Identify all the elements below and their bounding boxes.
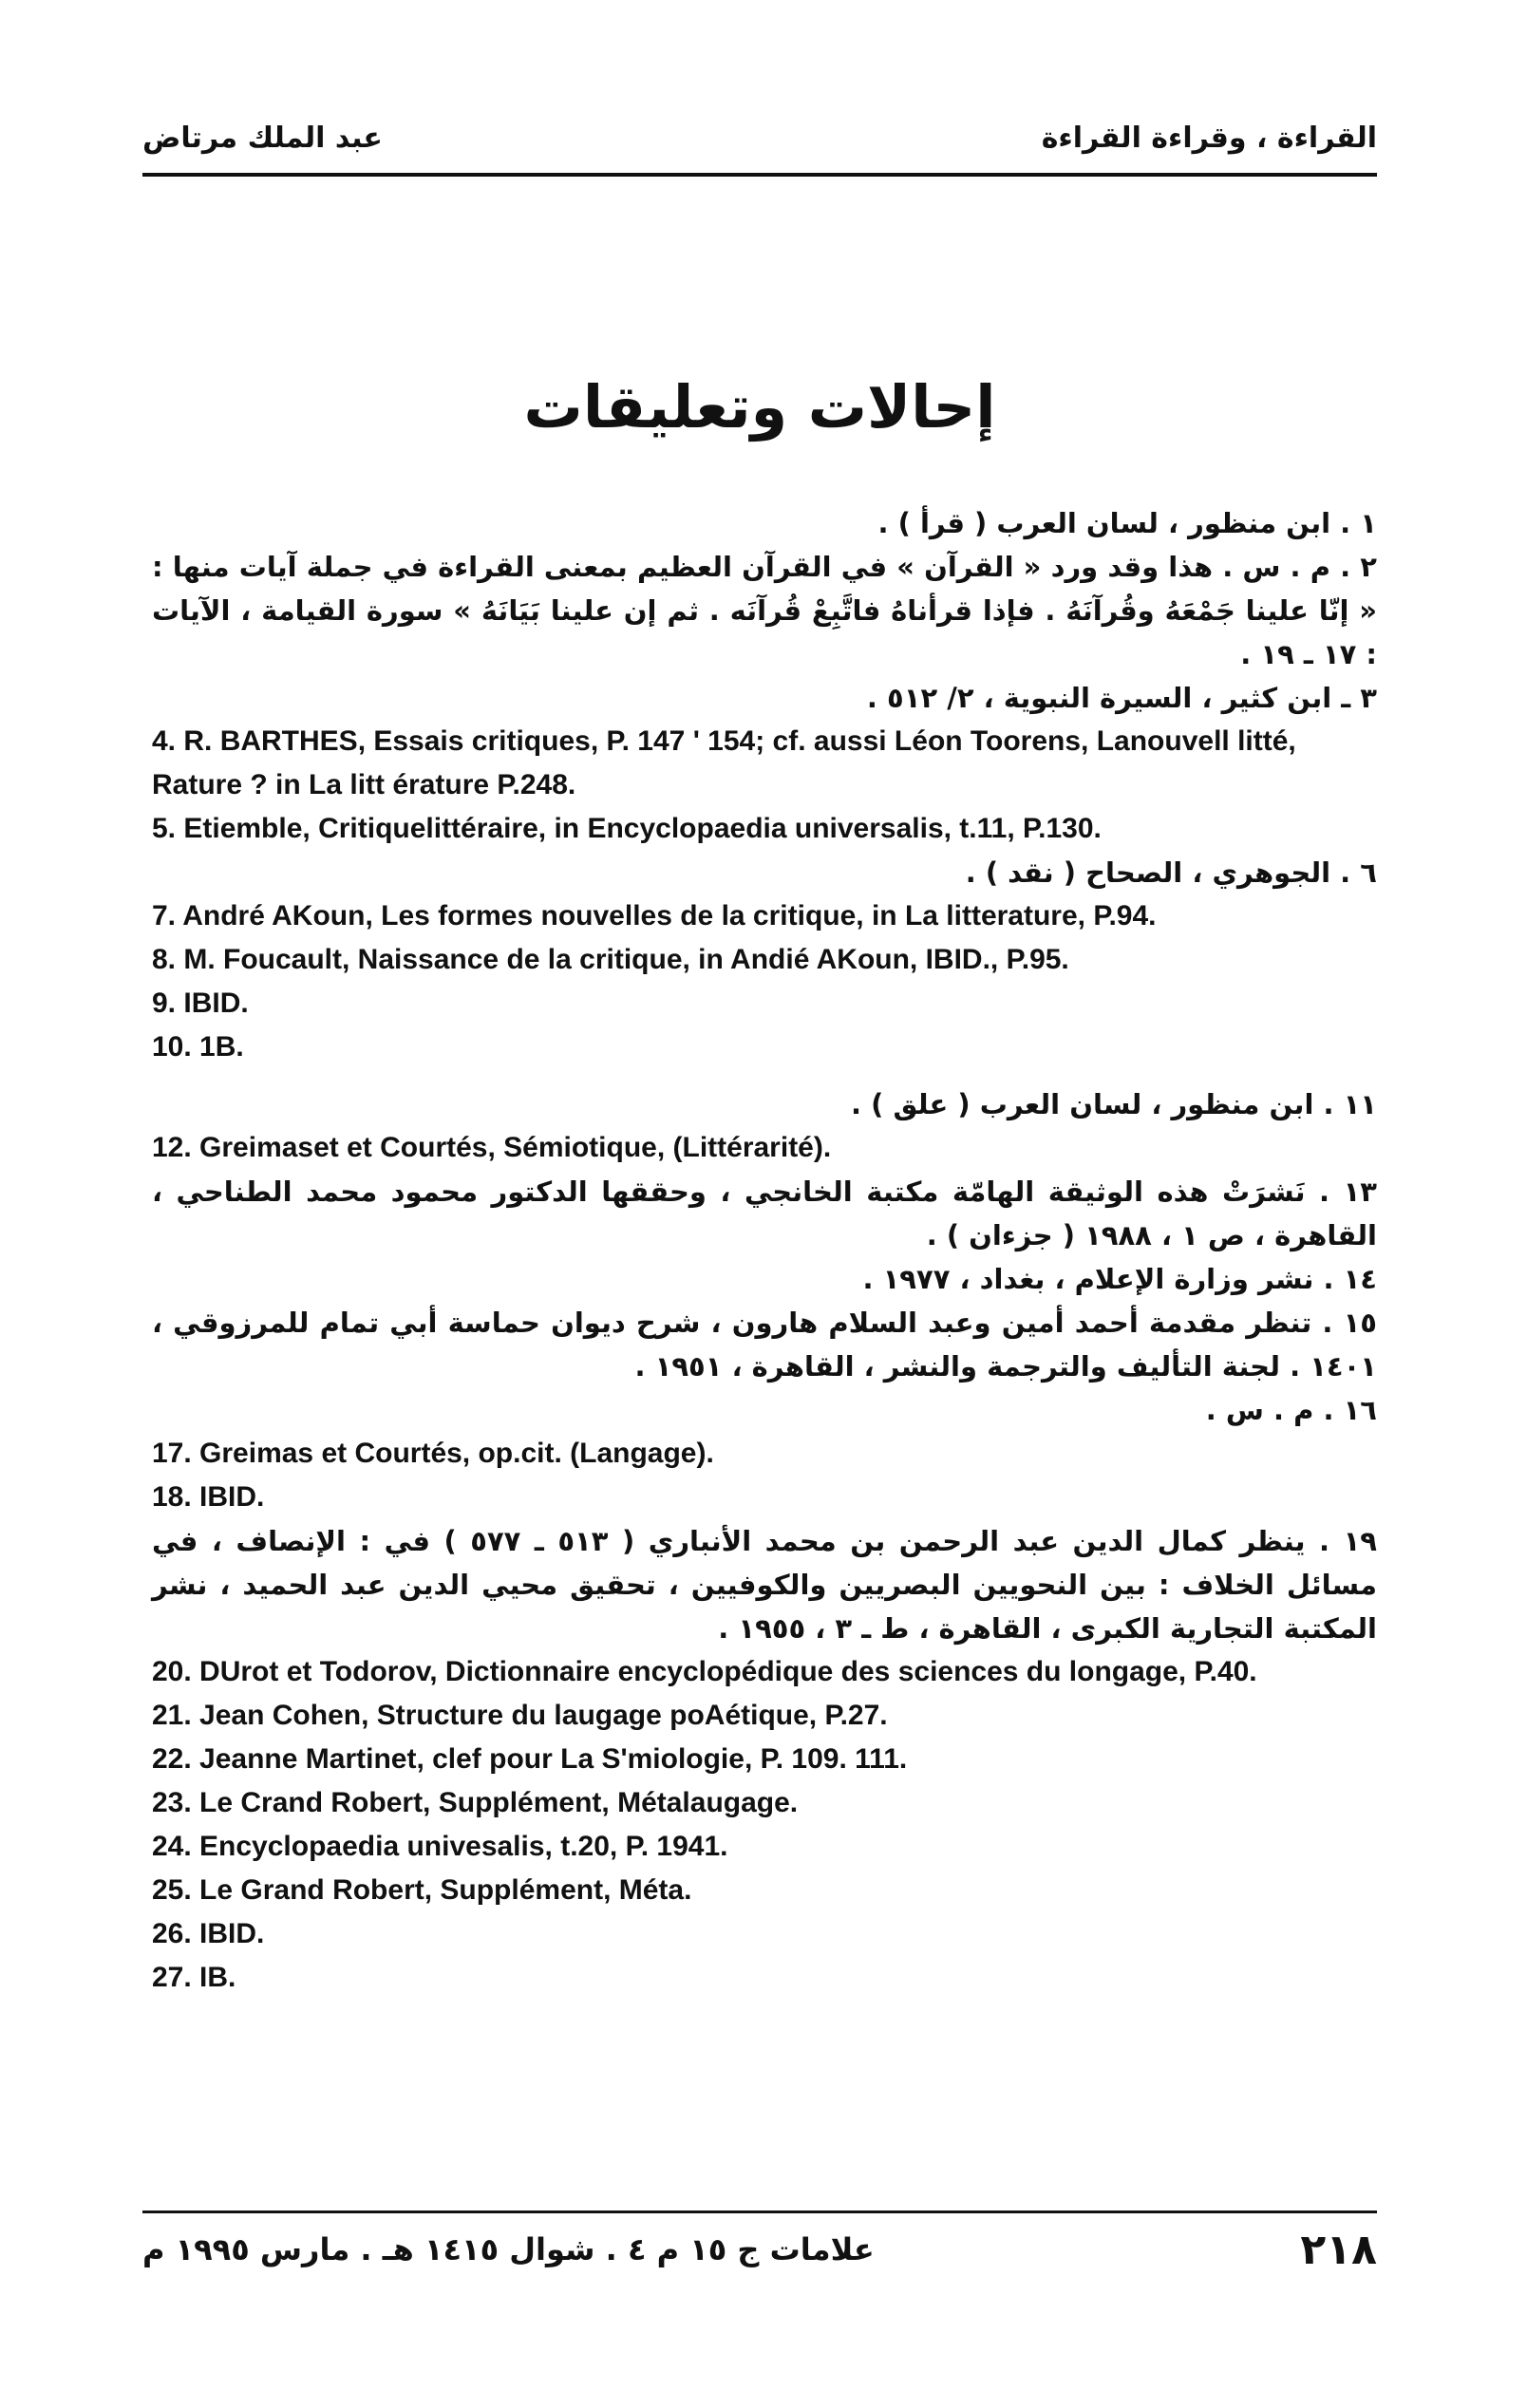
note-item: 7. André AKoun, Les formes nouvelles de la critique, in La litterature, P.94.	[152, 900, 1157, 931]
note-item: 24. Encyclopaedia univesalis, t.20, P. 1941.	[152, 1831, 728, 1862]
header-rule	[142, 173, 1377, 177]
note-item: ١٤ . نشر وزارة الإعلام ، بغداد ، ١٩٧٧ .	[862, 1263, 1377, 1295]
note-item: 27. IB.	[152, 1962, 236, 1993]
note-item: 22. Jeanne Martinet, clef pour La S'miologie, P. 109. 111.	[152, 1743, 908, 1775]
section-title: إحالات وتعليقات	[523, 372, 996, 442]
page-footer	[142, 2218, 1377, 2285]
note-item: ٢ . م . س . هذا وقد ورد « القرآن » في القرآن العظيم بمعنى القراءة في جملة آيات منها : « إنّا علينا جَمْعَهُ وقُرآنَهُ . فإذا قرأناهُ فاتَّبِعْ قُرآنَه . ثم إن علينا بَيَانَهُ » سورة القيامة ، الآيات : ١٧ ـ ١٩ .	[152, 551, 1377, 670]
running-title: القراءة ، وقراءة القراءة	[1041, 122, 1377, 155]
note-item: 12. Greimaset et Courtés, Sémiotique, (Littérarité).	[152, 1132, 832, 1163]
note-item: 5. Etiemble, Critiquelittéraire, in Encyclopaedia universalis, t.11, P.130.	[152, 813, 1102, 844]
note-item: 23. Le Crand Robert, Supplément, Métalaugage.	[152, 1787, 799, 1818]
journal-citation: علامات ج ١٥ م ٤ . شوال ١٤١٥ هـ . مارس ١٩٩٥ م	[142, 2231, 875, 2267]
note-item: ١١ . ابن منظور ، لسان العرب ( علق ) .	[851, 1088, 1377, 1120]
note-item: 25. Le Grand Robert, Supplément, Méta.	[152, 1874, 692, 1906]
notes-list	[152, 501, 1377, 2000]
note-item: ٦ . الجوهري ، الصحاح ( نقد ) .	[965, 856, 1377, 889]
page-number: ٢١٨	[1300, 2226, 1377, 2274]
note-item: 18. IBID.	[152, 1481, 265, 1513]
note-item: ١٦ . م . س .	[1205, 1394, 1377, 1426]
note-item: 8. M. Foucault, Naissance de la critique, in Andié AKoun, IBID., P.95.	[152, 944, 1069, 975]
running-header	[142, 114, 1377, 171]
note-item: ١ . ابن منظور ، لسان العرب ( قرأ ) .	[877, 507, 1377, 539]
note-item: 10. 1B.	[152, 1031, 244, 1063]
note-item: 26. IBID.	[152, 1918, 265, 1949]
note-item: ٣ ـ ابن كثير ، السيرة النبوية ، ٢/ ٥١٢ .	[866, 682, 1377, 714]
footer-rule	[142, 2210, 1377, 2213]
note-item: ١٩ . ينظر كمال الدين عبد الرحمن بن محمد الأنباري ( ٥١٣ ـ ٥٧٧ ) في : الإنصاف ، في مسائل الخلاف : بين النحويين البصريين والكوفيين ، تحقيق محيي الدين عبد الحميد ، نشر المكتبة التجارية الكبرى ، القاهرة ، ط ـ ٣ ، ١٩٥٥ .	[152, 1525, 1377, 1645]
running-author: عبد الملك مرتاض	[142, 122, 383, 155]
note-item: 4. R. BARTHES, Essais critiques, P. 147 ' 154; cf. aussi Léon Toorens, Lanouvell litté, Rature ? in La litt érature P.248.	[152, 725, 1296, 800]
note-item: 9. IBID.	[152, 988, 249, 1019]
note-item: ١٣ . نَشرَتْ هذه الوثيقة الهامّة مكتبة الخانجي ، وحققها الدكتور محمود محمد الطناحي ، القاهرة ، ص ١ ، ١٩٨٨ ( جزءان ) .	[152, 1176, 1377, 1251]
note-item: 21. Jean Cohen, Structure du laugage poAétique, P.27.	[152, 1700, 888, 1731]
note-item: 20. DUrot et Todorov, Dictionnaire encyclopédique des sciences du longage, P.40.	[152, 1656, 1257, 1687]
note-item: 17. Greimas et Courtés, op.cit. (Langage).	[152, 1438, 714, 1469]
note-item: ١٥ . تنظر مقدمة أحمد أمين وعبد السلام هارون ، شرح ديوان حماسة أبي تمام للمرزوقي ، ١٤٠١ . لجنة التأليف والترجمة والنشر ، القاهرة ، ١٩٥١ .	[152, 1307, 1377, 1383]
